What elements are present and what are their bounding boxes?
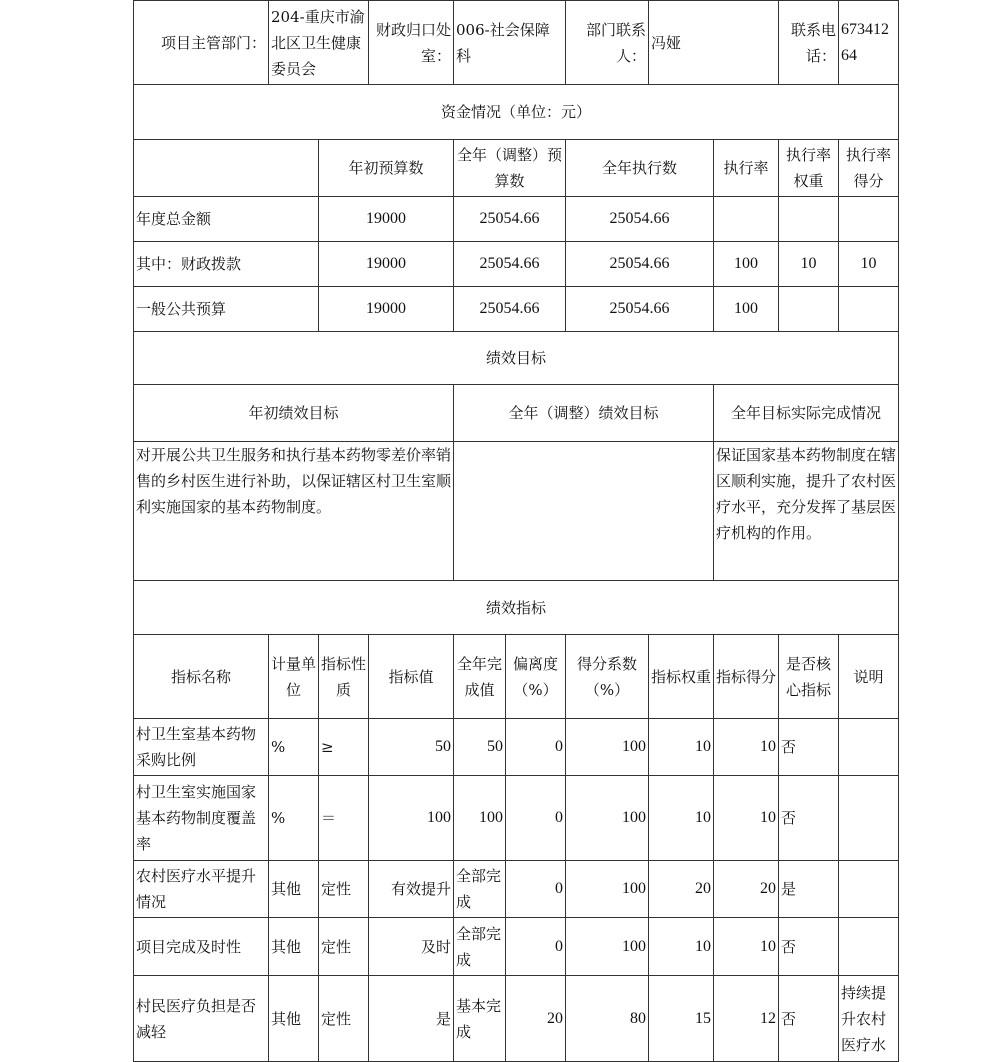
funds-initial: 19000 <box>319 242 454 287</box>
indicator-weight: 10 <box>649 719 714 776</box>
funds-row <box>134 287 899 332</box>
indicator-target: 及时 <box>369 918 454 976</box>
indicator-note <box>839 918 899 976</box>
goal-initial: 对开展公共卫生服务和执行基本药物零差价率销售的乡村医生进行补助，以保证辖区村卫生室顺利实施国家的基本药物制度。 <box>134 442 454 581</box>
indicator-coefficient: 100 <box>566 918 649 976</box>
funds-executed: 25054.66 <box>566 197 714 242</box>
funds-header-row <box>134 140 899 197</box>
indicator-target: 100 <box>369 776 454 861</box>
funds-col: 执行率权重 <box>779 140 839 197</box>
goals-header-row <box>134 385 899 442</box>
finance-label: 财政归口处室： <box>369 1 454 85</box>
indicator-score: 10 <box>714 918 779 976</box>
funds-rate: 100 <box>714 287 779 332</box>
funds-adjusted: 25054.66 <box>454 242 566 287</box>
indicator-deviation: 0 <box>506 719 566 776</box>
indicator-col-header: 是否核心指标 <box>779 635 839 719</box>
header-row <box>134 1 899 85</box>
indicator-nature: ≥ <box>319 719 369 776</box>
funds-executed: 25054.66 <box>566 242 714 287</box>
funds-rate: 100 <box>714 242 779 287</box>
funds-col: 全年（调整）预算数 <box>454 140 566 197</box>
indicator-core: 是 <box>779 861 839 918</box>
indicator-actual: 基本完成 <box>454 976 506 1062</box>
phone-value: 67341264 <box>839 1 899 85</box>
funds-col: 执行率得分 <box>839 140 899 197</box>
performance-table <box>133 0 899 1062</box>
funds-weight <box>779 197 839 242</box>
funds-initial: 19000 <box>319 287 454 332</box>
indicator-col-header: 说明 <box>839 635 899 719</box>
indicator-deviation: 0 <box>506 776 566 861</box>
funds-executed: 25054.66 <box>566 287 714 332</box>
table-row <box>134 719 899 776</box>
funds-initial: 19000 <box>319 197 454 242</box>
funds-col: 全年执行数 <box>566 140 714 197</box>
indicator-note <box>839 861 899 918</box>
indicator-name: 项目完成及时性 <box>134 918 269 976</box>
indicator-actual: 全部完成 <box>454 861 506 918</box>
dept-value: 204-重庆市渝北区卫生健康委员会 <box>269 1 369 85</box>
indicator-deviation: 0 <box>506 861 566 918</box>
funds-score <box>839 287 899 332</box>
finance-value: 006-社会保障科 <box>454 1 566 85</box>
funds-corner <box>134 140 319 197</box>
funds-rate <box>714 197 779 242</box>
indicator-col-header: 计量单位 <box>269 635 319 719</box>
table-row <box>134 976 899 1062</box>
indicator-unit: % <box>269 776 319 861</box>
table-row <box>134 918 899 976</box>
indicator-note <box>839 776 899 861</box>
indicator-name: 村卫生室实施国家基本药物制度覆盖率 <box>134 776 269 861</box>
contact-value: 冯娅 <box>649 1 779 85</box>
indicator-score: 20 <box>714 861 779 918</box>
indicator-target: 50 <box>369 719 454 776</box>
funds-score <box>839 197 899 242</box>
goals-row <box>134 442 899 581</box>
funds-row <box>134 197 899 242</box>
indicator-core: 否 <box>779 776 839 861</box>
indicator-core: 否 <box>779 719 839 776</box>
indicator-nature: 定性 <box>319 861 369 918</box>
indicator-col-header: 指标名称 <box>134 635 269 719</box>
funds-title: 资金情况（单位：元） <box>134 85 899 140</box>
indicator-weight: 10 <box>649 918 714 976</box>
indicator-name: 村卫生室基本药物采购比例 <box>134 719 269 776</box>
funds-col: 年初预算数 <box>319 140 454 197</box>
indicator-unit: 其他 <box>269 976 319 1062</box>
goals-col: 全年目标实际完成情况 <box>714 385 899 442</box>
indicators-header-row <box>134 635 899 719</box>
funds-adjusted: 25054.66 <box>454 287 566 332</box>
indicator-score: 10 <box>714 719 779 776</box>
funds-row-label: 一般公共预算 <box>134 287 319 332</box>
table-row <box>134 776 899 861</box>
funds-weight: 10 <box>779 242 839 287</box>
table-row <box>134 861 899 918</box>
indicator-unit: % <box>269 719 319 776</box>
goal-actual: 保证国家基本药物制度在辖区顺利实施，提升了农村医疗水平，充分发挥了基层医疗机构的作用。 <box>714 442 899 581</box>
indicator-actual: 50 <box>454 719 506 776</box>
indicators-body <box>134 719 899 1062</box>
indicator-unit: 其他 <box>269 918 319 976</box>
indicator-col-header: 全年完成值 <box>454 635 506 719</box>
funds-row-label: 其中：财政拨款 <box>134 242 319 287</box>
funds-score: 10 <box>839 242 899 287</box>
indicators-title: 绩效指标 <box>134 581 899 635</box>
indicator-target: 有效提升 <box>369 861 454 918</box>
indicator-actual: 全部完成 <box>454 918 506 976</box>
funds-adjusted: 25054.66 <box>454 197 566 242</box>
phone-label: 联系电话： <box>779 1 839 85</box>
indicator-nature: 定性 <box>319 976 369 1062</box>
indicator-weight: 15 <box>649 976 714 1062</box>
indicator-weight: 10 <box>649 776 714 861</box>
indicator-target: 是 <box>369 976 454 1062</box>
indicator-coefficient: 100 <box>566 861 649 918</box>
funds-weight <box>779 287 839 332</box>
indicator-col-header: 指标权重 <box>649 635 714 719</box>
indicator-note <box>839 719 899 776</box>
goals-title: 绩效目标 <box>134 332 899 385</box>
indicator-nature: 定性 <box>319 918 369 976</box>
indicator-core: 否 <box>779 918 839 976</box>
indicator-coefficient: 80 <box>566 976 649 1062</box>
indicator-deviation: 20 <box>506 976 566 1062</box>
dept-label: 项目主管部门： <box>134 1 269 85</box>
funds-row-label: 年度总金额 <box>134 197 319 242</box>
goals-col: 年初绩效目标 <box>134 385 454 442</box>
goal-adjusted <box>454 442 714 581</box>
indicator-col-header: 指标得分 <box>714 635 779 719</box>
indicator-nature: ＝ <box>319 776 369 861</box>
indicator-score: 12 <box>714 976 779 1062</box>
funds-row <box>134 242 899 287</box>
indicator-unit: 其他 <box>269 861 319 918</box>
indicator-actual: 100 <box>454 776 506 861</box>
indicator-deviation: 0 <box>506 918 566 976</box>
indicator-name: 农村医疗水平提升情况 <box>134 861 269 918</box>
indicator-coefficient: 100 <box>566 719 649 776</box>
funds-col: 执行率 <box>714 140 779 197</box>
indicator-col-header: 得分系数（%） <box>566 635 649 719</box>
indicator-note: 持续提升农村医疗水 <box>839 976 899 1062</box>
indicator-core: 否 <box>779 976 839 1062</box>
indicator-col-header: 指标值 <box>369 635 454 719</box>
goals-col: 全年（调整）绩效目标 <box>454 385 714 442</box>
indicator-coefficient: 100 <box>566 776 649 861</box>
indicator-col-header: 偏离度（%） <box>506 635 566 719</box>
indicator-col-header: 指标性质 <box>319 635 369 719</box>
indicator-weight: 20 <box>649 861 714 918</box>
contact-label: 部门联系人： <box>566 1 649 85</box>
indicator-name: 村民医疗负担是否减轻 <box>134 976 269 1062</box>
indicator-score: 10 <box>714 776 779 861</box>
